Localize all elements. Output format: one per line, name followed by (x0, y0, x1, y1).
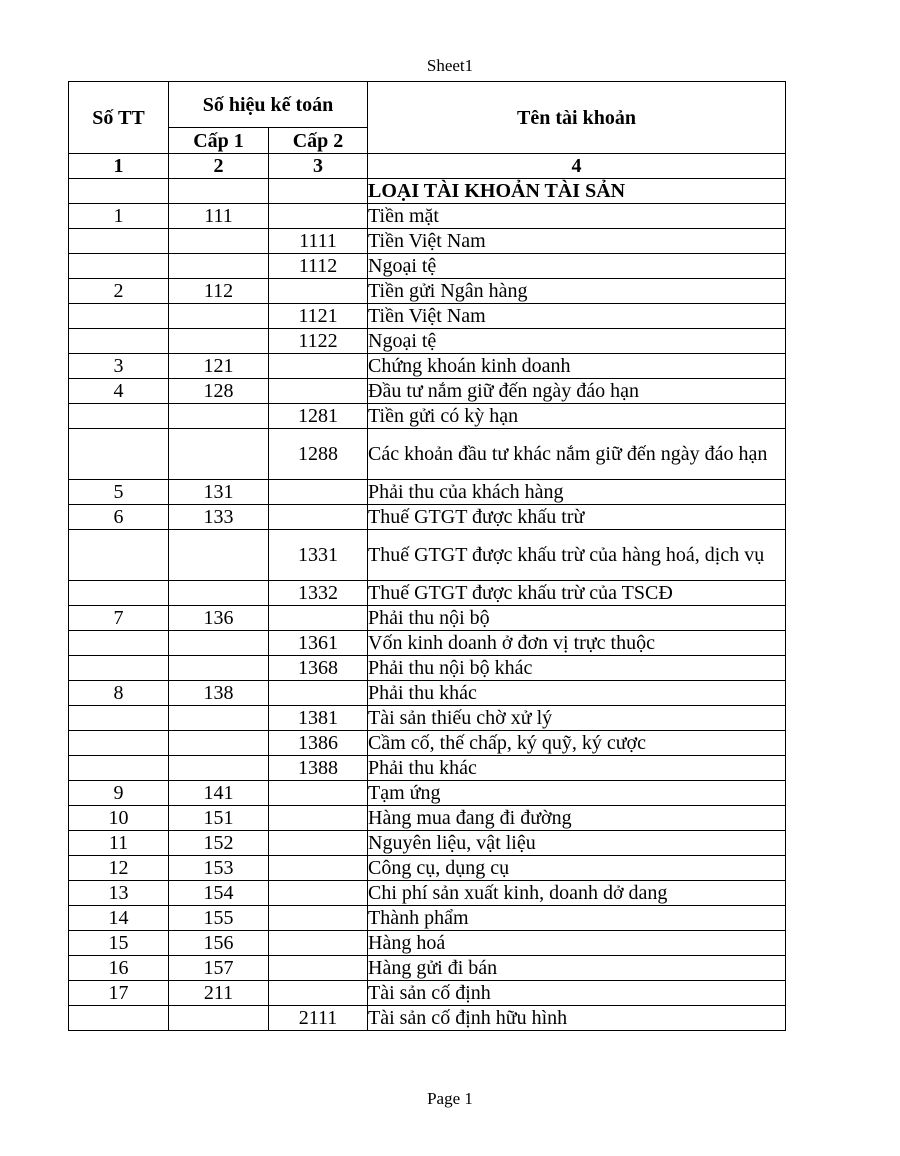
stt-cell: 17 (69, 981, 169, 1006)
account-name-cell: Vốn kinh doanh ở đơn vị trực thuộc (368, 631, 786, 656)
level1-cell: 128 (169, 379, 269, 404)
account-name-cell: Tiền gửi có kỳ hạn (368, 404, 786, 429)
stt-cell: 8 (69, 681, 169, 706)
account-name-cell: Nguyên liệu, vật liệu (368, 831, 786, 856)
account-name-cell: Thuế GTGT được khấu trừ của hàng hoá, dịch vụ (368, 530, 786, 581)
stt-cell (69, 304, 169, 329)
stt-cell: 2 (69, 279, 169, 304)
level1-cell (169, 706, 269, 731)
table-row (69, 881, 786, 906)
stt-cell (69, 581, 169, 606)
level2-cell: 1332 (269, 581, 368, 606)
stt-cell: 1 (69, 204, 169, 229)
table-row (69, 981, 786, 1006)
level2-cell (269, 806, 368, 831)
stt-cell: 12 (69, 856, 169, 881)
stt-cell (69, 706, 169, 731)
section-header-row (69, 179, 786, 204)
level2-cell: 1281 (269, 404, 368, 429)
stt-cell (69, 329, 169, 354)
level2-cell (269, 379, 368, 404)
stt-cell: 5 (69, 480, 169, 505)
table-row (69, 956, 786, 981)
level1-cell: 211 (169, 981, 269, 1006)
account-name-cell: Hàng mua đang đi đường (368, 806, 786, 831)
stt-cell (69, 404, 169, 429)
level1-cell: 156 (169, 931, 269, 956)
stt-cell (69, 1006, 169, 1031)
account-name-cell: Chi phí sản xuất kinh, doanh dở dang (368, 881, 786, 906)
account-name-cell: Ngoại tệ (368, 329, 786, 354)
level2-cell (269, 781, 368, 806)
level2-cell: 1368 (269, 656, 368, 681)
table-row (69, 581, 786, 606)
account-name-cell: Phải thu nội bộ (368, 606, 786, 631)
level1-cell (169, 656, 269, 681)
chart-of-accounts-table (68, 81, 786, 1031)
level1-cell: 141 (169, 781, 269, 806)
level2-cell: 1331 (269, 530, 368, 581)
table-row (69, 806, 786, 831)
header-level1: Cấp 1 (169, 128, 269, 154)
table-row (69, 756, 786, 781)
table-row (69, 656, 786, 681)
table-row (69, 856, 786, 881)
table-row (69, 731, 786, 756)
stt-cell: 14 (69, 906, 169, 931)
stt-cell (69, 429, 169, 480)
account-name-cell: Phải thu khác (368, 681, 786, 706)
account-name-cell: Tiền Việt Nam (368, 229, 786, 254)
table-row (69, 429, 786, 480)
account-name-cell: Đầu tư nắm giữ đến ngày đáo hạn (368, 379, 786, 404)
table-row (69, 631, 786, 656)
level2-cell: 1121 (269, 304, 368, 329)
stt-cell: 4 (69, 379, 169, 404)
account-name-cell: Chứng khoán kinh doanh (368, 354, 786, 379)
account-name-cell: Tiền gửi Ngân hàng (368, 279, 786, 304)
table-row (69, 229, 786, 254)
table-row (69, 505, 786, 530)
level1-cell (169, 756, 269, 781)
column-number-row (69, 154, 786, 179)
column-number: 1 (69, 154, 169, 179)
level2-cell (269, 981, 368, 1006)
stt-cell: 13 (69, 881, 169, 906)
stt-cell (69, 179, 169, 204)
account-name-cell: Hàng hoá (368, 931, 786, 956)
level1-cell: 133 (169, 505, 269, 530)
header-row (69, 82, 786, 128)
level2-cell: 1112 (269, 254, 368, 279)
account-name-cell: Ngoại tệ (368, 254, 786, 279)
account-name-cell: Tiền mặt (368, 204, 786, 229)
table-row (69, 1006, 786, 1031)
level2-cell (269, 480, 368, 505)
stt-cell: 3 (69, 354, 169, 379)
level1-cell (169, 179, 269, 204)
stt-cell: 11 (69, 831, 169, 856)
level2-cell (269, 354, 368, 379)
level2-cell (269, 956, 368, 981)
level1-cell (169, 581, 269, 606)
stt-cell: 6 (69, 505, 169, 530)
level2-cell (269, 831, 368, 856)
account-name-cell: Tạm ứng (368, 781, 786, 806)
table-row (69, 304, 786, 329)
table-row (69, 329, 786, 354)
account-name-cell: Thuế GTGT được khấu trừ (368, 505, 786, 530)
level2-cell (269, 906, 368, 931)
account-name-cell: Công cụ, dụng cụ (368, 856, 786, 881)
level1-cell: 136 (169, 606, 269, 631)
header-stt: Số TT (69, 82, 169, 154)
stt-cell: 15 (69, 931, 169, 956)
table-body (69, 179, 786, 1031)
account-name-cell: Phải thu khác (368, 756, 786, 781)
table-row (69, 706, 786, 731)
header-level2: Cấp 2 (269, 128, 368, 154)
account-name-cell: Tiền Việt Nam (368, 304, 786, 329)
level1-cell (169, 1006, 269, 1031)
account-name-cell: Cầm cố, thế chấp, ký quỹ, ký cược (368, 731, 786, 756)
level1-cell: 111 (169, 204, 269, 229)
level2-cell (269, 856, 368, 881)
table-row (69, 781, 786, 806)
level2-cell: 1388 (269, 756, 368, 781)
level2-cell (269, 931, 368, 956)
stt-cell (69, 656, 169, 681)
level2-cell: 1361 (269, 631, 368, 656)
level2-cell: 1122 (269, 329, 368, 354)
level2-cell (269, 179, 368, 204)
page-footer: Page 1 (427, 1089, 473, 1108)
stt-cell: 9 (69, 781, 169, 806)
table-row (69, 831, 786, 856)
level1-cell: 121 (169, 354, 269, 379)
level1-cell: 138 (169, 681, 269, 706)
table-row (69, 254, 786, 279)
account-name-cell: LOẠI TÀI KHOẢN TÀI SẢN (368, 179, 786, 204)
level1-cell: 154 (169, 881, 269, 906)
level1-cell (169, 731, 269, 756)
sheet-title: Sheet1 (426, 56, 474, 75)
stt-cell (69, 756, 169, 781)
level1-cell (169, 530, 269, 581)
level1-cell: 152 (169, 831, 269, 856)
account-name-cell: Hàng gửi đi bán (368, 956, 786, 981)
stt-cell: 7 (69, 606, 169, 631)
level1-cell: 155 (169, 906, 269, 931)
table-row (69, 404, 786, 429)
stt-cell: 16 (69, 956, 169, 981)
level2-cell (269, 681, 368, 706)
account-name-cell: Tài sản thiếu chờ xử lý (368, 706, 786, 731)
table-row (69, 530, 786, 581)
stt-cell (69, 530, 169, 581)
table-row (69, 379, 786, 404)
table-row (69, 606, 786, 631)
level2-cell (269, 505, 368, 530)
column-number: 2 (169, 154, 269, 179)
table-row (69, 681, 786, 706)
table-row (69, 480, 786, 505)
account-name-cell: Tài sản cố định (368, 981, 786, 1006)
level2-cell (269, 279, 368, 304)
level2-cell: 1111 (269, 229, 368, 254)
column-number: 4 (368, 154, 786, 179)
level1-cell (169, 404, 269, 429)
level1-cell (169, 304, 269, 329)
account-name-cell: Các khoản đầu tư khác nắm giữ đến ngày đáo hạn (368, 429, 786, 480)
level1-cell: 131 (169, 480, 269, 505)
account-name-cell: Tài sản cố định hữu hình (368, 1006, 786, 1031)
level1-cell (169, 429, 269, 480)
level2-cell (269, 606, 368, 631)
level1-cell (169, 631, 269, 656)
level1-cell: 157 (169, 956, 269, 981)
stt-cell: 10 (69, 806, 169, 831)
stt-cell (69, 254, 169, 279)
level2-cell: 1381 (269, 706, 368, 731)
table-row (69, 354, 786, 379)
column-number: 3 (269, 154, 368, 179)
level2-cell: 1386 (269, 731, 368, 756)
level2-cell (269, 881, 368, 906)
table-row (69, 279, 786, 304)
level2-cell: 2111 (269, 1006, 368, 1031)
level1-cell: 153 (169, 856, 269, 881)
account-name-cell: Phải thu của khách hàng (368, 480, 786, 505)
stt-cell (69, 631, 169, 656)
account-name-cell: Phải thu nội bộ khác (368, 656, 786, 681)
level1-cell: 112 (169, 279, 269, 304)
level1-cell (169, 254, 269, 279)
header-account-name: Tên tài khoản (368, 82, 786, 154)
table-row (69, 931, 786, 956)
account-name-cell: Thuế GTGT được khấu trừ của TSCĐ (368, 581, 786, 606)
level1-cell (169, 229, 269, 254)
header-account-code: Số hiệu kế toán (169, 82, 368, 128)
level1-cell: 151 (169, 806, 269, 831)
table-row (69, 906, 786, 931)
table-row (69, 204, 786, 229)
stt-cell (69, 731, 169, 756)
account-name-cell: Thành phẩm (368, 906, 786, 931)
level1-cell (169, 329, 269, 354)
level2-cell (269, 204, 368, 229)
stt-cell (69, 229, 169, 254)
level2-cell: 1288 (269, 429, 368, 480)
